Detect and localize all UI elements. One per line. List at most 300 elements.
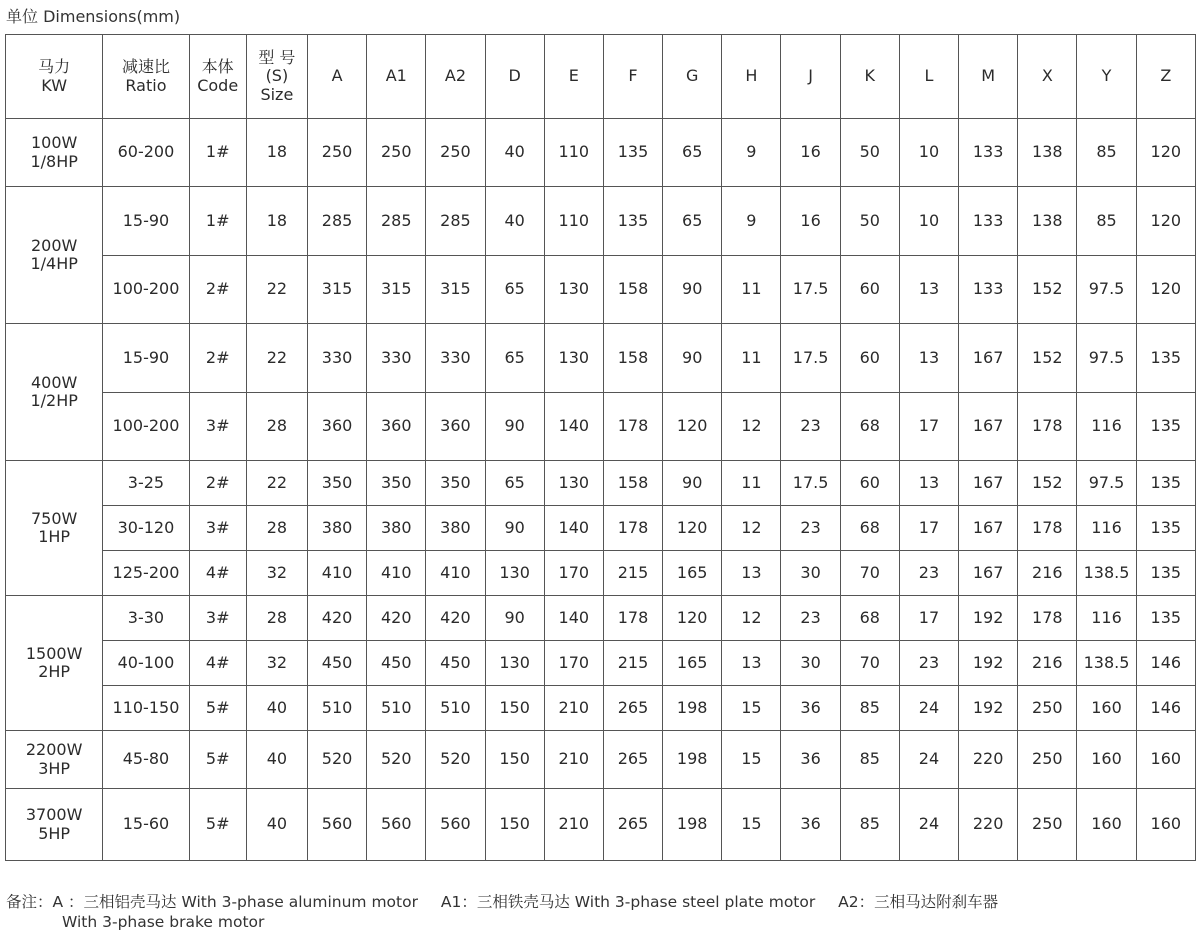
code-cell: 2#	[189, 324, 246, 393]
power-cell	[6, 187, 103, 324]
header-dim-e: E	[544, 35, 603, 119]
dim-cell-a: 250	[307, 119, 366, 187]
header-dim-h: H	[722, 35, 781, 119]
dim-cell-h: 11	[722, 256, 781, 324]
dim-cell-x: 152	[1018, 324, 1077, 393]
dim-cell-g: 65	[663, 119, 722, 187]
size-cell: 32	[246, 551, 307, 596]
dim-cell-e: 210	[544, 686, 603, 731]
dim-cell-l: 17	[899, 596, 958, 641]
power-hp: 3HP	[38, 758, 71, 778]
dim-cell-f: 265	[603, 686, 662, 731]
dim-cell-a2: 420	[426, 596, 485, 641]
dim-cell-d: 130	[485, 641, 544, 686]
table-row	[6, 731, 1196, 789]
dim-cell-g: 120	[663, 596, 722, 641]
dim-cell-g: 120	[663, 506, 722, 551]
header-size-en: Size	[260, 84, 294, 104]
dim-cell-a1: 285	[367, 187, 426, 256]
dim-cell-j: 16	[781, 187, 840, 256]
power-hp: 1/8HP	[30, 151, 78, 171]
dim-cell-h: 12	[722, 596, 781, 641]
dim-cell-e: 140	[544, 506, 603, 551]
dim-cell-x: 250	[1018, 789, 1077, 861]
dim-cell-z: 135	[1136, 393, 1195, 461]
dim-cell-l: 23	[899, 551, 958, 596]
dim-cell-d: 65	[485, 324, 544, 393]
dim-cell-m: 167	[959, 506, 1018, 551]
note-a: 备注：A ：三相铝壳马达 With 3-phase aluminum motor	[6, 893, 418, 911]
dim-cell-f: 158	[603, 256, 662, 324]
dim-cell-y: 138.5	[1077, 641, 1136, 686]
dim-cell-x: 178	[1018, 596, 1077, 641]
table-row	[6, 393, 1196, 461]
dim-cell-a: 360	[307, 393, 366, 461]
dim-cell-j: 17.5	[781, 461, 840, 506]
header-code-en: Code	[197, 75, 239, 95]
power-hp: 2HP	[38, 662, 71, 681]
dim-cell-g: 90	[663, 256, 722, 324]
ratio-cell: 125-200	[103, 551, 189, 596]
code-cell: 4#	[189, 641, 246, 686]
dim-cell-m: 167	[959, 324, 1018, 393]
dim-cell-h: 11	[722, 461, 781, 506]
dim-cell-a1: 350	[367, 461, 426, 506]
size-cell: 28	[246, 506, 307, 551]
power-cell	[6, 789, 103, 861]
table-row	[6, 641, 1196, 686]
dim-cell-f: 178	[603, 506, 662, 551]
dim-cell-a1: 520	[367, 731, 426, 789]
dim-cell-g: 120	[663, 393, 722, 461]
dim-cell-y: 85	[1077, 119, 1136, 187]
dim-cell-a: 285	[307, 187, 366, 256]
dim-cell-a: 510	[307, 686, 366, 731]
dim-cell-j: 23	[781, 506, 840, 551]
power-watts: 750W	[30, 508, 78, 528]
dim-cell-h: 13	[722, 551, 781, 596]
dim-cell-h: 13	[722, 641, 781, 686]
dim-cell-d: 40	[485, 187, 544, 256]
dim-cell-a2: 450	[426, 641, 485, 686]
code-cell: 2#	[189, 461, 246, 506]
power-hp: 1HP	[38, 527, 71, 546]
dim-cell-a: 450	[307, 641, 366, 686]
dim-cell-k: 68	[840, 596, 899, 641]
code-cell: 5#	[189, 731, 246, 789]
code-cell: 2#	[189, 256, 246, 324]
dim-cell-d: 65	[485, 461, 544, 506]
dim-cell-k: 85	[840, 731, 899, 789]
dim-cell-g: 198	[663, 731, 722, 789]
dim-cell-h: 15	[722, 789, 781, 861]
power-watts: 2200W	[25, 740, 83, 760]
dim-cell-a: 410	[307, 551, 366, 596]
dim-cell-j: 36	[781, 686, 840, 731]
dim-cell-a2: 330	[426, 324, 485, 393]
dim-cell-e: 130	[544, 461, 603, 506]
dim-cell-d: 90	[485, 393, 544, 461]
table-row	[6, 187, 1196, 256]
code-cell: 3#	[189, 596, 246, 641]
power-hp: 5HP	[38, 823, 71, 843]
header-size-cn: 型 号	[258, 47, 296, 67]
dim-cell-l: 24	[899, 789, 958, 861]
dim-cell-m: 220	[959, 789, 1018, 861]
header-dim-a1: A1	[367, 35, 426, 119]
size-cell: 22	[246, 256, 307, 324]
ratio-cell: 100-200	[103, 256, 189, 324]
dim-cell-x: 250	[1018, 731, 1077, 789]
header-code-cn: 本体	[201, 57, 234, 77]
dim-cell-m: 133	[959, 187, 1018, 256]
dim-cell-m: 167	[959, 551, 1018, 596]
power-cell	[6, 731, 103, 789]
dim-cell-e: 210	[544, 789, 603, 861]
dim-cell-y: 160	[1077, 789, 1136, 861]
dim-cell-a2: 285	[426, 187, 485, 256]
dim-cell-a2: 315	[426, 256, 485, 324]
dim-cell-a: 520	[307, 731, 366, 789]
size-cell: 18	[246, 119, 307, 187]
dim-cell-g: 198	[663, 789, 722, 861]
code-cell: 3#	[189, 506, 246, 551]
size-cell: 40	[246, 789, 307, 861]
dim-cell-f: 265	[603, 789, 662, 861]
table-row	[6, 789, 1196, 861]
dim-cell-z: 120	[1136, 119, 1195, 187]
header-size-s: (S)	[265, 66, 289, 86]
dim-cell-a1: 510	[367, 686, 426, 731]
dim-cell-e: 140	[544, 596, 603, 641]
dim-cell-y: 116	[1077, 393, 1136, 461]
ratio-cell: 3-30	[103, 596, 189, 641]
dim-cell-y: 85	[1077, 187, 1136, 256]
header-dim-l: L	[899, 35, 958, 119]
header-dim-k: K	[840, 35, 899, 119]
dim-cell-j: 16	[781, 119, 840, 187]
dim-cell-g: 165	[663, 641, 722, 686]
dim-cell-k: 50	[840, 119, 899, 187]
dim-cell-k: 70	[840, 551, 899, 596]
table-row	[6, 596, 1196, 641]
ratio-cell: 100-200	[103, 393, 189, 461]
dim-cell-f: 178	[603, 596, 662, 641]
power-watts: 1500W	[25, 643, 83, 663]
dim-cell-d: 150	[485, 686, 544, 731]
size-cell: 40	[246, 686, 307, 731]
dim-cell-m: 192	[959, 641, 1018, 686]
dim-cell-a1: 450	[367, 641, 426, 686]
dim-cell-m: 192	[959, 686, 1018, 731]
dim-cell-l: 13	[899, 461, 958, 506]
dim-cell-a1: 380	[367, 506, 426, 551]
dim-cell-a1: 315	[367, 256, 426, 324]
dim-cell-y: 97.5	[1077, 461, 1136, 506]
dim-cell-d: 40	[485, 119, 544, 187]
dim-cell-z: 120	[1136, 187, 1195, 256]
dim-cell-k: 70	[840, 641, 899, 686]
dim-cell-z: 135	[1136, 551, 1195, 596]
ratio-cell: 3-25	[103, 461, 189, 506]
dim-cell-z: 160	[1136, 731, 1195, 789]
dim-cell-e: 170	[544, 551, 603, 596]
dim-cell-k: 50	[840, 187, 899, 256]
power-cell	[6, 596, 103, 731]
dim-cell-d: 150	[485, 789, 544, 861]
dim-cell-a1: 330	[367, 324, 426, 393]
table-row	[6, 256, 1196, 324]
dim-cell-e: 210	[544, 731, 603, 789]
dim-cell-l: 17	[899, 506, 958, 551]
power-watts: 100W	[30, 133, 78, 153]
dim-cell-z: 160	[1136, 789, 1195, 861]
header-dim-a2: A2	[426, 35, 485, 119]
dim-cell-f: 158	[603, 461, 662, 506]
dim-cell-h: 15	[722, 686, 781, 731]
power-watts: 3700W	[25, 805, 83, 825]
dim-cell-m: 167	[959, 393, 1018, 461]
dim-cell-h: 12	[722, 506, 781, 551]
dim-cell-a: 315	[307, 256, 366, 324]
dim-cell-y: 116	[1077, 596, 1136, 641]
dim-cell-e: 140	[544, 393, 603, 461]
dim-cell-z: 146	[1136, 641, 1195, 686]
power-cell	[6, 119, 103, 187]
dim-cell-g: 90	[663, 461, 722, 506]
dimensions-table	[5, 34, 1196, 861]
table-row	[6, 551, 1196, 596]
header-size	[246, 35, 307, 119]
header-dim-m: M	[959, 35, 1018, 119]
dim-cell-x: 152	[1018, 461, 1077, 506]
dim-cell-e: 130	[544, 324, 603, 393]
code-cell: 5#	[189, 789, 246, 861]
dim-cell-f: 158	[603, 324, 662, 393]
size-cell: 22	[246, 461, 307, 506]
dim-cell-e: 130	[544, 256, 603, 324]
dim-cell-y: 97.5	[1077, 256, 1136, 324]
code-cell: 1#	[189, 119, 246, 187]
dim-cell-y: 138.5	[1077, 551, 1136, 596]
dim-cell-f: 215	[603, 551, 662, 596]
dim-cell-h: 9	[722, 119, 781, 187]
dim-cell-f: 135	[603, 187, 662, 256]
dim-cell-k: 68	[840, 393, 899, 461]
dim-cell-l: 24	[899, 731, 958, 789]
dim-cell-m: 133	[959, 119, 1018, 187]
power-hp: 1/2HP	[30, 391, 78, 410]
dim-cell-k: 60	[840, 256, 899, 324]
dim-cell-y: 97.5	[1077, 324, 1136, 393]
dim-cell-x: 152	[1018, 256, 1077, 324]
header-dim-y: Y	[1077, 35, 1136, 119]
dim-cell-j: 23	[781, 596, 840, 641]
dim-cell-x: 250	[1018, 686, 1077, 731]
dim-cell-j: 36	[781, 789, 840, 861]
dim-cell-m: 167	[959, 461, 1018, 506]
header-dim-g: G	[663, 35, 722, 119]
dim-cell-f: 215	[603, 641, 662, 686]
ratio-cell: 15-60	[103, 789, 189, 861]
header-dim-a: A	[307, 35, 366, 119]
dim-cell-m: 220	[959, 731, 1018, 789]
dim-cell-a2: 520	[426, 731, 485, 789]
dim-cell-z: 135	[1136, 596, 1195, 641]
dim-cell-a1: 560	[367, 789, 426, 861]
dim-cell-j: 17.5	[781, 256, 840, 324]
dim-cell-j: 17.5	[781, 324, 840, 393]
ratio-cell: 30-120	[103, 506, 189, 551]
header-power-cn: 马力	[38, 57, 71, 77]
dim-cell-a2: 350	[426, 461, 485, 506]
dim-cell-l: 17	[899, 393, 958, 461]
table-row	[6, 119, 1196, 187]
dim-cell-y: 116	[1077, 506, 1136, 551]
dim-cell-k: 85	[840, 789, 899, 861]
dim-cell-d: 150	[485, 731, 544, 789]
dim-cell-a1: 250	[367, 119, 426, 187]
dim-cell-j: 23	[781, 393, 840, 461]
unit-label: 单位 Dimensions(mm)	[6, 7, 181, 26]
ratio-cell: 60-200	[103, 119, 189, 187]
dim-cell-x: 178	[1018, 393, 1077, 461]
size-cell: 28	[246, 596, 307, 641]
power-watts: 400W	[30, 372, 78, 392]
dim-cell-d: 65	[485, 256, 544, 324]
dim-cell-l: 13	[899, 324, 958, 393]
dim-cell-l: 10	[899, 119, 958, 187]
dim-cell-a2: 250	[426, 119, 485, 187]
dim-cell-a: 330	[307, 324, 366, 393]
dim-cell-h: 9	[722, 187, 781, 256]
size-cell: 22	[246, 324, 307, 393]
dim-cell-j: 30	[781, 551, 840, 596]
code-cell: 3#	[189, 393, 246, 461]
dim-cell-a: 420	[307, 596, 366, 641]
header-dim-z: Z	[1136, 35, 1195, 119]
size-cell: 40	[246, 731, 307, 789]
dim-cell-e: 170	[544, 641, 603, 686]
code-cell: 1#	[189, 187, 246, 256]
dim-cell-d: 90	[485, 506, 544, 551]
power-watts: 200W	[30, 235, 78, 255]
size-cell: 18	[246, 187, 307, 256]
dim-cell-a1: 410	[367, 551, 426, 596]
dim-cell-a2: 510	[426, 686, 485, 731]
header-ratio-en: Ratio	[125, 75, 167, 95]
dim-cell-g: 198	[663, 686, 722, 731]
dim-cell-l: 24	[899, 686, 958, 731]
dim-cell-a2: 560	[426, 789, 485, 861]
dim-cell-h: 11	[722, 324, 781, 393]
dim-cell-y: 160	[1077, 686, 1136, 731]
note-a1: A1：三相铁壳马达 With 3-phase steel plate motor	[440, 893, 816, 911]
dim-cell-f: 135	[603, 119, 662, 187]
table-row	[6, 461, 1196, 506]
header-dim-f: F	[603, 35, 662, 119]
table-row	[6, 686, 1196, 731]
dim-cell-m: 133	[959, 256, 1018, 324]
code-cell: 5#	[189, 686, 246, 731]
dim-cell-x: 138	[1018, 187, 1077, 256]
dim-cell-e: 110	[544, 187, 603, 256]
dim-cell-g: 165	[663, 551, 722, 596]
dim-cell-x: 178	[1018, 506, 1077, 551]
dim-cell-a: 560	[307, 789, 366, 861]
table-header-row	[6, 35, 1196, 119]
ratio-cell: 110-150	[103, 686, 189, 731]
dim-cell-z: 135	[1136, 324, 1195, 393]
ratio-cell: 15-90	[103, 187, 189, 256]
dim-cell-a2: 410	[426, 551, 485, 596]
header-power	[6, 35, 103, 119]
dim-cell-e: 110	[544, 119, 603, 187]
dim-cell-h: 12	[722, 393, 781, 461]
dim-cell-z: 146	[1136, 686, 1195, 731]
header-dim-d: D	[485, 35, 544, 119]
ratio-cell: 45-80	[103, 731, 189, 789]
dim-cell-a1: 420	[367, 596, 426, 641]
code-cell: 4#	[189, 551, 246, 596]
header-ratio	[103, 35, 189, 119]
dim-cell-y: 160	[1077, 731, 1136, 789]
size-cell: 32	[246, 641, 307, 686]
dim-cell-d: 90	[485, 596, 544, 641]
header-code	[189, 35, 246, 119]
dim-cell-x: 216	[1018, 641, 1077, 686]
dim-cell-m: 192	[959, 596, 1018, 641]
ratio-cell: 15-90	[103, 324, 189, 393]
power-cell	[6, 461, 103, 596]
dim-cell-f: 178	[603, 393, 662, 461]
dim-cell-a: 380	[307, 506, 366, 551]
table-row	[6, 324, 1196, 393]
note-a2-en: With 3-phase brake motor	[62, 913, 265, 931]
dim-cell-a1: 360	[367, 393, 426, 461]
dim-cell-l: 10	[899, 187, 958, 256]
dim-cell-h: 15	[722, 731, 781, 789]
dim-cell-j: 36	[781, 731, 840, 789]
note-a2: A2：三相马达附刹车器	[838, 893, 999, 911]
header-dim-j: J	[781, 35, 840, 119]
size-cell: 28	[246, 393, 307, 461]
table-row	[6, 506, 1196, 551]
dim-cell-a2: 380	[426, 506, 485, 551]
dim-cell-x: 138	[1018, 119, 1077, 187]
dim-cell-z: 135	[1136, 461, 1195, 506]
power-hp: 1/4HP	[30, 254, 78, 273]
header-ratio-cn: 减速比	[121, 57, 170, 77]
dim-cell-l: 23	[899, 641, 958, 686]
dim-cell-l: 13	[899, 256, 958, 324]
dim-cell-k: 85	[840, 686, 899, 731]
dim-cell-x: 216	[1018, 551, 1077, 596]
footnote	[6, 892, 1196, 932]
dim-cell-z: 120	[1136, 256, 1195, 324]
dim-cell-f: 265	[603, 731, 662, 789]
header-dim-x: X	[1018, 35, 1077, 119]
dim-cell-a: 350	[307, 461, 366, 506]
dim-cell-z: 135	[1136, 506, 1195, 551]
dim-cell-g: 65	[663, 187, 722, 256]
header-power-en: KW	[41, 75, 68, 95]
ratio-cell: 40-100	[103, 641, 189, 686]
dim-cell-k: 60	[840, 324, 899, 393]
dim-cell-a2: 360	[426, 393, 485, 461]
dim-cell-k: 68	[840, 506, 899, 551]
power-cell	[6, 324, 103, 461]
